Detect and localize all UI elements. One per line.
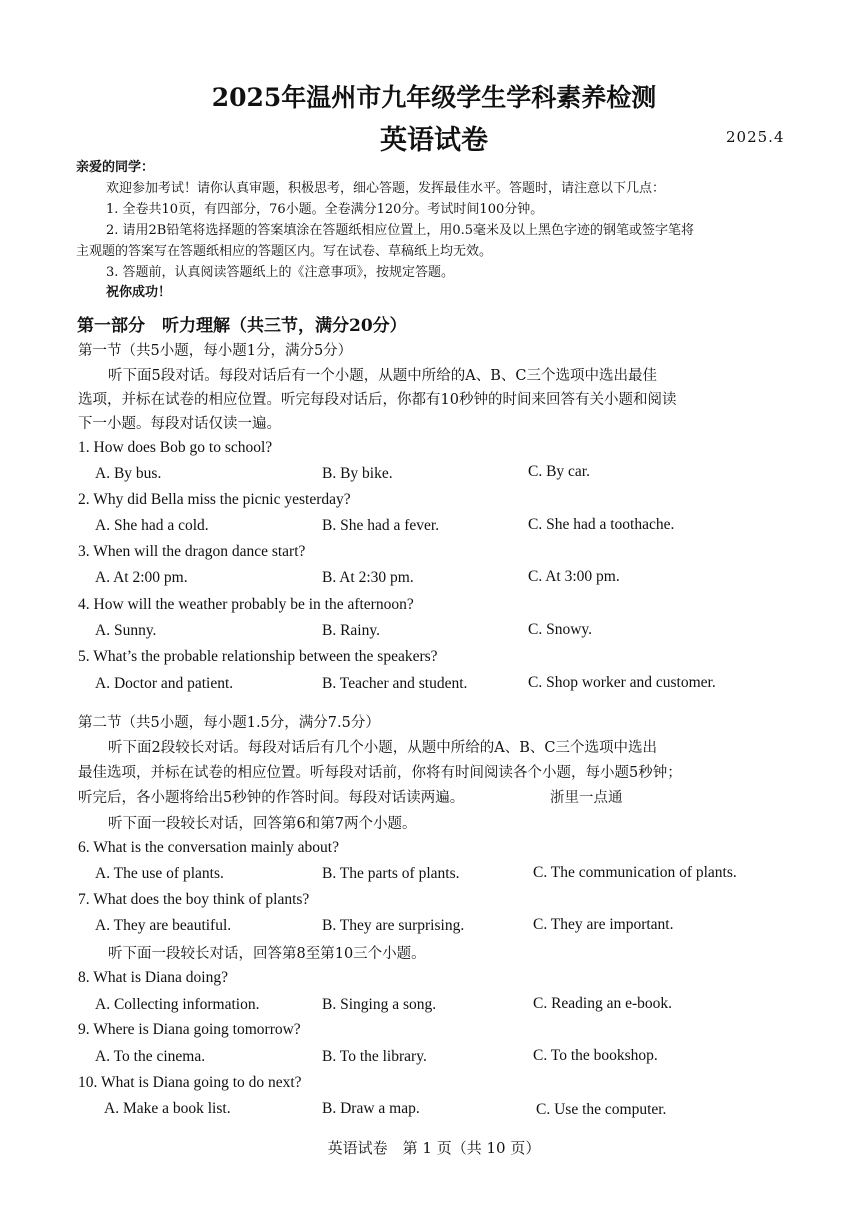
option-b: B. Singing a song.: [322, 996, 437, 1013]
question-text: 4. How will the weather probably be in the afternoon?: [78, 596, 414, 613]
section2-heading: 第二节（共5小题，每小题1.5分，满分7.5分）: [78, 715, 380, 731]
question-text: 3. When will the dragon dance start?: [78, 543, 306, 560]
dialogue-instruction: 听下面一段较长对话，回答第8至第10三个小题。: [108, 946, 426, 962]
dialogue-instruction: 听下面一段较长对话，回答第6和第7两个小题。: [108, 816, 417, 832]
option-b: B. They are surprising.: [322, 917, 465, 934]
page-footer: 英语试卷 第 1 页（共 10 页）: [327, 1139, 541, 1157]
question-text: 1. How does Bob go to school?: [78, 439, 273, 456]
option-b: B. The parts of plants.: [322, 865, 460, 882]
exam-title: 2025年温州市九年级学生学科素养检测: [211, 83, 657, 112]
option-c: C. Snowy.: [528, 621, 593, 638]
option-c: C. She had a toothache.: [528, 516, 675, 533]
option-b: B. To the library.: [322, 1048, 427, 1065]
question-text: 6. What is the conversation mainly about?: [78, 839, 339, 856]
section1-instruction: 选项，并标在试卷的相应位置。听完每段对话后，你都有10秒钟的时间来回答有关小题和阅读: [78, 392, 677, 408]
watermark-text: 浙里一点通: [550, 790, 623, 806]
intro-closing: 祝你成功！: [106, 285, 172, 300]
option-c: C. The communication of plants.: [533, 864, 737, 881]
option-a: A. Collecting information.: [95, 996, 260, 1013]
option-b: B. She had a fever.: [322, 517, 440, 534]
option-b: B. At 2:30 pm.: [322, 569, 414, 586]
option-b: B. By bike.: [322, 465, 393, 482]
option-a: A. To the cinema.: [95, 1048, 206, 1065]
option-c: C. By car.: [528, 463, 590, 480]
option-a: A. Make a book list.: [104, 1100, 231, 1117]
section1-instruction: 听下面5段对话。每段对话后有一个小题，从题中所给的A、B、C三个选项中选出最佳: [108, 368, 657, 384]
option-b: B. Teacher and student.: [322, 675, 468, 692]
question-text: 10. What is Diana going to do next?: [78, 1074, 302, 1091]
section1-heading: 第一节（共5小题，每小题1分，满分5分）: [78, 343, 353, 359]
intro-line: 欢迎参加考试！请你认真审题，积极思考，细心答题，发挥最佳水平。答题时，请注意以下几点：: [106, 181, 666, 196]
option-c: C. Use the computer.: [536, 1101, 667, 1118]
section2-instruction: 最佳选项，并标在试卷的相应位置。听每段对话前，你将有时间阅读各个小题，每小题5秒钟；: [78, 765, 682, 781]
question-text: 8. What is Diana doing?: [78, 969, 228, 986]
intro-rule-3: 3. 答题前，认真阅读答题纸上的《注意事项》，按规定答题。: [106, 265, 455, 280]
option-c: C. To the bookshop.: [533, 1047, 658, 1064]
option-a: A. At 2:00 pm.: [95, 569, 188, 586]
intro-rule-2-cont: 主观题的答案写在答题纸相应的答题区内。写在试卷、草稿纸上均无效。: [76, 244, 493, 259]
question-text: 5. What’s the probable relationship between the speakers?: [78, 648, 438, 665]
option-a: A. The use of plants.: [95, 865, 224, 882]
option-b: B. Draw a map.: [322, 1100, 420, 1117]
section2-instruction: 听完后，各小题将给出5秒钟的作答时间。每段对话读两遍。: [78, 790, 465, 806]
option-c: C. Reading an e-book.: [533, 995, 673, 1012]
intro-rule-2: 2. 请用2B铅笔将选择题的答案填涂在答题纸相应位置上，用0.5毫米及以上黑色字迹的钢笔或签字笔将: [106, 223, 695, 238]
option-c: C. They are important.: [533, 916, 674, 933]
intro-greeting: 亲爱的同学：: [76, 160, 155, 175]
question-text: 7. What does the boy think of plants?: [78, 891, 310, 908]
question-text: 9. Where is Diana going tomorrow?: [78, 1021, 301, 1038]
section2-instruction: 听下面2段较长对话。每段对话后有几个小题，从题中所给的A、B、C三个选项中选出: [108, 740, 657, 756]
option-a: A. Sunny.: [95, 622, 157, 639]
option-c: C. At 3:00 pm.: [528, 568, 620, 585]
option-a: A. They are beautiful.: [95, 917, 232, 934]
question-text: 2. Why did Bella miss the picnic yesterday?: [78, 491, 351, 508]
option-a: A. She had a cold.: [95, 517, 209, 534]
exam-subtitle: 英语试卷: [380, 125, 488, 156]
option-c: C. Shop worker and customer.: [528, 674, 716, 691]
option-a: A. Doctor and patient.: [95, 675, 234, 692]
intro-rule-1: 1. 全卷共10页，有四部分，76小题。全卷满分120分。考试时间100分钟。: [106, 202, 544, 217]
section1-instruction: 下一小题。每段对话仅读一遍。: [78, 416, 281, 432]
option-a: A. By bus.: [95, 465, 162, 482]
part1-heading: 第一部分 听力理解（共三节，满分20分）: [77, 316, 407, 336]
option-b: B. Rainy.: [322, 622, 380, 639]
exam-date: 2025.4: [726, 128, 785, 146]
